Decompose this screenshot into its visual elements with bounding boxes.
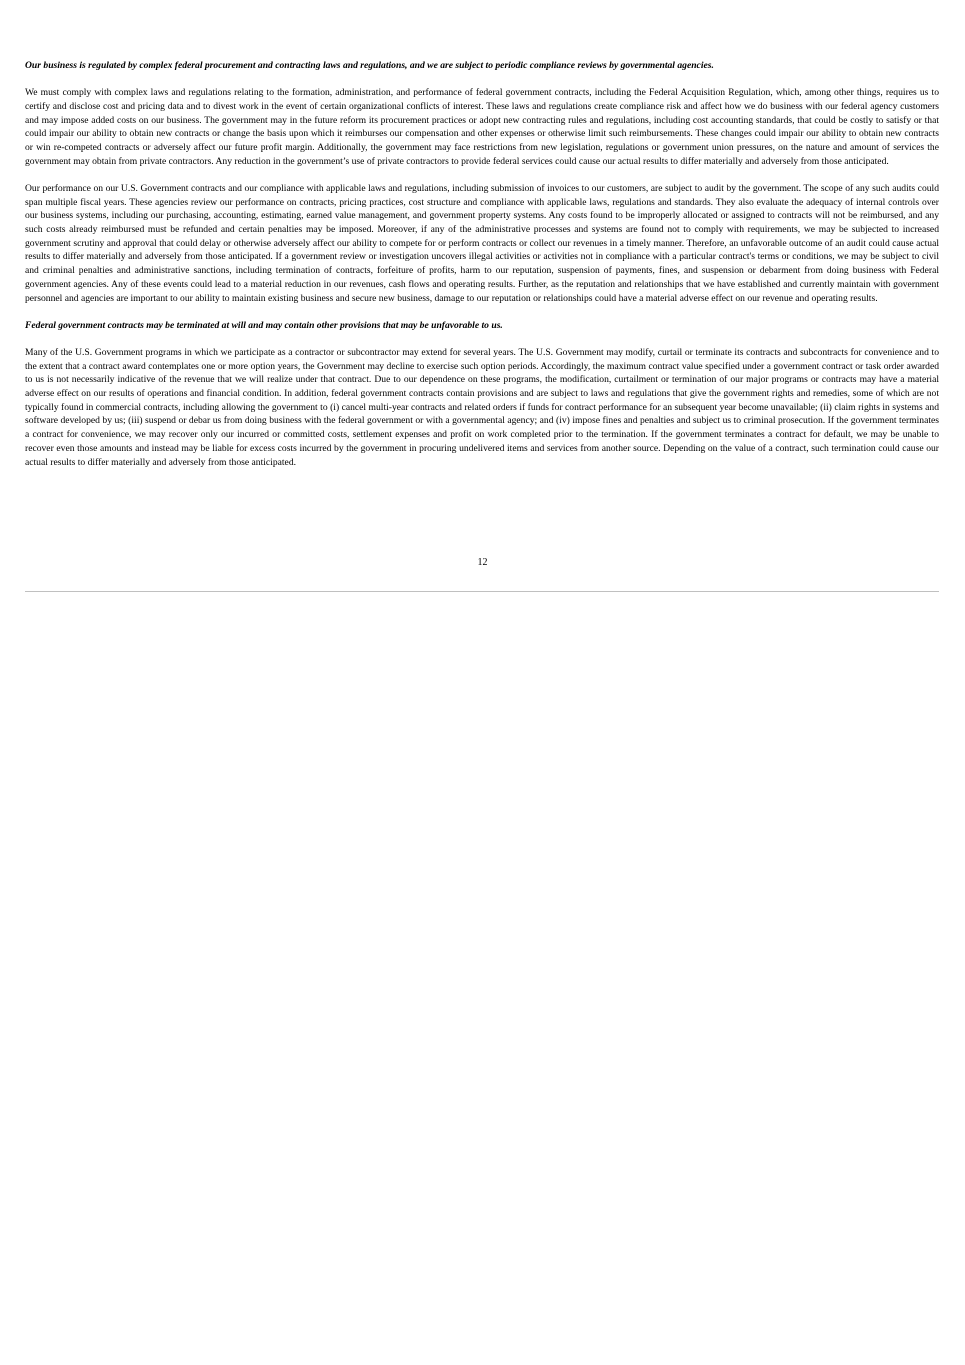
page-number: 12 xyxy=(477,557,488,568)
page-divider xyxy=(25,591,939,592)
section-heading-termination: Federal government contracts may be terminated at will and may contain other provisions that may be unfavorable to us. xyxy=(25,319,503,331)
document-body xyxy=(25,59,939,483)
section-heading-regulation: Our business is regulated by complex federal procurement and contracting laws and regulations, and we are subject to periodic compliance reviews by governmental agencies. xyxy=(25,60,714,71)
paragraph-termination: Many of the U.S. Government programs in which we participate as a contractor or subcontractor may extend for several years. The U.S. Government may modify, curtail or terminate its contracts and subcontracts for convenience and to the extent that a contract award contemplates one or more option years, the Government may decline to exercise such option periods. Accordingly, the maximum contract value specified under a government contract or task order awarded to us is not necessarily indicative of the revenue that we will realize under that contract. Due to our dependence on these programs, the modification, curtailment or termination of our major programs or contracts may have a material adverse effect on our results of operations and financial condition. In addition, federal government contracts contain provisions and are subject to laws and regulations that give the government rights and remedies, some of which are not typically found in commercial contracts, including allowing the government to (i) cancel multi-year contracts and related orders if funds for contract performance for an subsequent year become unavailable; (ii) claim rights in systems and software developed by us; (iii) suspend or debar us from doing business with the federal government or with a governmental agency; and (iv) impose fines and penalties and subject us to criminal prosecution. If the government terminates a contract for convenience, we may recover only our incurred or committed costs, settlement expenses and profit on work completed prior to the termination. If the government terminates a contract for default, we may be unable to recover even those amounts and instead may be liable for excess costs incurred by the government in procuring undelivered items and services from another source. Depending on the value of a contract, such termination could cause our actual results to differ materially and adversely from those anticipated. xyxy=(25,346,939,468)
paragraph-audit: Our performance on our U.S. Government contracts and our compliance with applicable laws and regulations, including submission of invoices to our customers, are subject to audit by the government. The scope of any such audits could span multiple fiscal years. These agencies review our performance on contracts, pricing practices, cost structure and compliance with applicable laws, regulations and standards. They also evaluate the adequacy of internal controls over our business systems, including our purchasing, accounting, estimating, earned value management, and government property systems. Any costs found to be improperly allocated or assigned to contracts will not be reimbursed, and any such costs already reimbursed must be refunded and certain penalties may be imposed. Moreover, if any of the administrative processes and systems are found not to comply with requirements, we may be subjected to increased government scrutiny and approval that could delay or otherwise adversely affect our ability to compete for or perform contracts or collect our revenues in a timely manner. Therefore, an unfavorable outcome of an audit could cause actual results to differ materially and adversely from those anticipated. If a government review or investigation uncovers illegal activities or activities not in compliance with a particular contract's terms or conditions, we may be subject to civil and criminal penalties and administrative sanctions, including termination of contracts, forfeiture of profits, harm to our reputation, suspension of payments, fines, and suspension or debarment from doing business with Federal government agencies. Any of these events could lead to a material reduction in our revenues, cash flows and operating results. Further, as the reputation and relationships that we have established and currently maintain with government personnel and agencies are important to our ability to maintain existing business and secure new business, damage to our reputation or relationships could have a material adverse effect on our revenue and operating results. xyxy=(25,182,939,304)
paragraph-compliance: We must comply with complex laws and regulations relating to the formation, administration, and performance of federal government contracts, including the Federal Acquisition Regulation, which, among other things, requires us to certify and disclose cost and pricing data and to divest work in the event of certain organizational conflicts of interest. These laws and regulations create compliance risk and affect how we do business with our federal agency customers and may impose added costs on our business. The government may in the future reform its procurement practices or adopt new contracting rules and regulations, including cost accounting standards, that could be costly to satisfy or that could impair our ability to obtain new contracts or change the basis upon which it reimburses our compensation and other expenses or otherwise limit such reimbursements. These changes could impair our ability to obtain new contracts or win re-competed contracts or adversely affect our future profit margin. Additionally, the government may face restrictions from new legislation, regulations or government union pressures, on the nature and amount of services the government may obtain from private contractors. Any reduction in the government’s use of private contractors to provide federal services could cause our actual results to differ materially and adversely from those anticipated. xyxy=(25,87,939,167)
